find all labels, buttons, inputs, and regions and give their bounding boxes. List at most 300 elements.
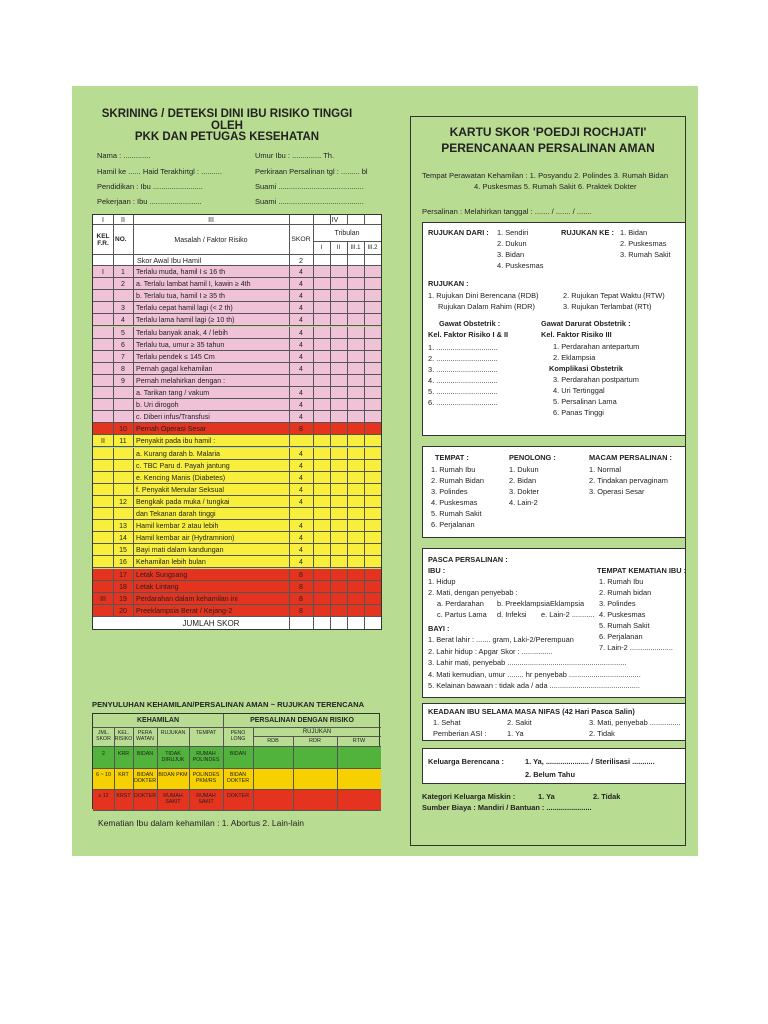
grid-line — [330, 484, 331, 496]
grid-line — [364, 314, 365, 326]
gawat-label: Gawat Obstetrik : — [439, 319, 501, 328]
grid-line — [347, 532, 348, 544]
grid-line — [313, 363, 314, 375]
row-skor: 4 — [299, 269, 303, 276]
persalinan-label: PERSALINAN DENGAN RISIKO — [250, 717, 354, 724]
grid-line — [330, 472, 331, 484]
grid-line — [330, 266, 331, 278]
ko-6: 6. Panas Tinggi — [553, 408, 604, 417]
kematian-line: Kematian Ibu dalam kehamilan : 1. Abortus 2. Lain-lain — [98, 818, 305, 828]
grid-line — [330, 399, 331, 411]
grid-line — [364, 363, 365, 375]
table-row — [93, 339, 381, 351]
row-skor: 8 — [299, 583, 303, 591]
row-no: 11 — [119, 438, 127, 446]
gawat-darurat-label: Gawat Darurat Obstetrik : — [541, 319, 631, 328]
roman-0: I — [102, 217, 104, 224]
grid-line — [347, 423, 348, 435]
field-pendidikan-suami: Suami ......................................... — [255, 182, 364, 191]
grid-line — [133, 375, 134, 387]
row-text: Terlalu banyak anak, 4 / lebih — [136, 328, 228, 337]
row-text: Pernah gagal kehamilan — [136, 364, 213, 373]
sebab-a: a. Perdarahan — [437, 599, 484, 608]
row-skor: 4 — [299, 281, 303, 289]
grid-line — [347, 569, 348, 581]
grid-line — [364, 508, 365, 520]
row-text: b. Terlalu tua, hamil I ≥ 35 th — [136, 292, 225, 301]
grid-line — [313, 508, 314, 520]
grid-line — [313, 387, 314, 399]
kel12-label: Kel. Faktor Risiko I & II — [428, 330, 509, 339]
tempat-perawatan-2: 4. Puskesmas 5. Rumah Sakit 6. Praktek Dokter — [474, 182, 637, 191]
grid-line — [313, 327, 314, 339]
row-no: 12 — [119, 498, 127, 506]
table-row — [93, 290, 381, 302]
pk-cell: RUMAH POLINDES — [192, 751, 220, 764]
grid-line — [133, 363, 134, 375]
macam-label: MACAM PERSALINAN : — [589, 453, 672, 462]
grid-line — [313, 460, 314, 472]
grid-line — [313, 266, 314, 278]
grid-line — [133, 605, 134, 617]
table-row — [93, 569, 381, 581]
pk-rujukan-2: RTW — [352, 738, 366, 744]
row-text: f. Penyakit Menular Seksual — [136, 485, 224, 494]
row-text: Hamil kembar air (Hydramnion) — [136, 534, 235, 543]
nifas-sehat: 1. Sehat — [433, 718, 461, 727]
row-text: Terlalu lama hamil lagi (≥ 10 th) — [136, 316, 235, 325]
sebab-d: d. Infeksi — [497, 610, 527, 619]
pk-cell: 2 — [102, 751, 105, 757]
row-text: Terlalu cepat hamil lagi (< 2 th) — [136, 304, 233, 313]
grid-line — [313, 435, 314, 447]
grid-line — [113, 508, 114, 520]
sebab-e: e. Lain-2 ........... — [541, 610, 595, 619]
tk-item-4: 4. Puskesmas — [599, 610, 646, 619]
row-text: Bengkak pada muka / tungkai — [136, 497, 230, 506]
gd-1: 1. Perdarahan antepartum — [553, 342, 640, 351]
row-text: dan Tekanan darah tinggi — [136, 510, 216, 518]
score-card — [72, 86, 698, 856]
row-no: 9 — [121, 377, 125, 385]
grid-line — [313, 544, 314, 556]
grid-line — [289, 375, 290, 387]
skor-awal-text: Skor Awal Ibu Hamil — [137, 256, 202, 265]
kb-2: 2. Belum Tahu — [525, 770, 575, 779]
pk-col-0: JML. SKOR — [96, 730, 111, 742]
dari-4: 4. Puskesmas — [497, 261, 544, 270]
table-row — [93, 435, 381, 447]
row-skor: 4 — [299, 341, 303, 349]
grid-line — [133, 290, 134, 302]
row-skor: 8 — [299, 595, 303, 603]
grid-line — [253, 736, 381, 737]
row-kel: II — [101, 438, 105, 446]
header-row — [93, 225, 381, 255]
grid-line — [364, 605, 365, 617]
grid-line — [364, 496, 365, 508]
grid-line — [330, 423, 331, 435]
grid-line — [364, 593, 365, 605]
nifas-box — [422, 703, 686, 741]
grid-line — [347, 496, 348, 508]
table-row — [93, 314, 381, 326]
pk-col-5: PENO LONG — [230, 730, 246, 742]
grid-line — [313, 520, 314, 532]
macam-item-2: 2. Tindakan pervaginam — [589, 476, 668, 485]
grid-line — [313, 290, 314, 302]
delivery-box — [422, 446, 686, 538]
field-nama: Nama : ............. — [97, 151, 151, 160]
grid-line — [330, 290, 331, 302]
row-no: 5 — [121, 329, 125, 337]
triwulan-label: Tribulan — [334, 230, 360, 237]
referral-box — [422, 222, 686, 436]
row-no: 10 — [119, 426, 127, 434]
grid-line — [113, 255, 114, 266]
row-skor: 4 — [299, 305, 303, 313]
tempat-item-2: 2. Rumah Bidan — [431, 476, 484, 485]
tk-item-7: 7. Lain-2 ..................... — [599, 643, 673, 652]
grid-line — [313, 569, 314, 581]
tk-item-1: 1. Rumah Ibu — [599, 577, 644, 586]
grid-line — [330, 363, 331, 375]
grid-line — [364, 327, 365, 339]
gawat-line-5: 5. .............................. — [428, 387, 498, 396]
asi-ya: 1. Ya — [507, 729, 524, 738]
tk-item-2: 2. Rumah bidan — [599, 588, 652, 597]
tempat-item-6: 6. Perjalanan — [431, 520, 475, 529]
grid-line — [364, 255, 365, 266]
sebab-c: c. Partus Lama — [437, 610, 487, 619]
grid-line — [330, 460, 331, 472]
row-text: Hamil kembar 2 atau lebih — [136, 522, 219, 531]
grid-line — [93, 768, 381, 769]
row-no: 6 — [121, 341, 125, 349]
row-text: Pernah melahirkan dengan : — [136, 376, 226, 385]
grid-line — [133, 327, 134, 339]
kategori-label: Kategori Keluarga Miskin : — [422, 792, 516, 801]
grid-line — [364, 411, 365, 423]
table-row — [93, 532, 381, 544]
table-row — [93, 556, 381, 568]
grid-line — [330, 508, 331, 520]
grid-line — [347, 255, 348, 266]
field-umur: Umur Ibu : .............. Th. — [255, 151, 335, 160]
tw-0: I — [320, 245, 323, 251]
grid-line — [330, 520, 331, 532]
row-skor: 4 — [299, 474, 303, 482]
grid-line — [133, 472, 134, 484]
grid-line — [93, 746, 381, 747]
left-title-3: PKK DAN PETUGAS KESEHATAN — [134, 131, 320, 143]
kb-label: Keluarga Berencana : — [428, 757, 504, 766]
grid-line — [337, 736, 338, 810]
grid-line — [364, 290, 365, 302]
grid-line — [347, 278, 348, 290]
grid-line — [113, 460, 114, 472]
grid-line — [330, 532, 331, 544]
row-skor: 8 — [299, 607, 303, 615]
grid-line — [313, 411, 314, 423]
grid-line — [330, 339, 331, 351]
grid-line — [133, 460, 134, 472]
grid-line — [113, 387, 114, 399]
grid-line — [364, 460, 365, 472]
grid-line — [347, 508, 348, 520]
grid-line — [313, 484, 314, 496]
row-text: Bayi mati dalam kandungan — [136, 546, 224, 555]
row-skor: 4 — [299, 450, 303, 458]
grid-line — [313, 448, 314, 460]
table-row — [93, 520, 381, 532]
jumlah-label: JUMLAH SKOR — [182, 618, 240, 628]
persalinan-tanggal: Persalinan : Melahirkan tanggal : ....... / ....... / ....... — [422, 207, 592, 216]
grid-line — [347, 617, 348, 629]
grid-line — [364, 375, 365, 387]
rujukan-dari-label: RUJUKAN DARI : — [428, 228, 489, 237]
macam-item-3: 3. Operasi Sesar — [589, 487, 645, 496]
sumber-biaya: Sumber Biaya : Mandiri / Bantuan : ...................... — [422, 803, 592, 812]
gawat-line-3: 3. .............................. — [428, 365, 498, 374]
grid-line — [347, 375, 348, 387]
row-skor: 4 — [299, 523, 303, 531]
grid-line — [313, 605, 314, 617]
kel-fr-label: KEL F.R. — [96, 233, 110, 248]
row-skor: 4 — [299, 402, 303, 410]
row-no: 2 — [121, 281, 125, 289]
grid-line — [113, 399, 114, 411]
row-skor: 4 — [299, 486, 303, 494]
tempat-label: TEMPAT : — [435, 453, 469, 462]
grid-line — [347, 435, 348, 447]
grid-line — [330, 387, 331, 399]
grid-line — [133, 508, 134, 520]
grid-line — [93, 727, 381, 728]
tk-item-6: 6. Perjalanan — [599, 632, 643, 641]
grid-line — [289, 508, 290, 520]
gawat-line-2: 2. .............................. — [428, 354, 498, 363]
ke-2: 2. Puskesmas — [620, 239, 667, 248]
bayi-item-4: 4. Mati kemudian, umur ........ hr penyebab ................................... — [428, 669, 641, 679]
pk-cell: DOKTER — [133, 793, 157, 799]
grid-line — [364, 544, 365, 556]
penyuluhan-title: PENYULUHAN KEHAMILAN/PERSALINAN AMAN ~ RUJUKAN TERENCANA — [92, 700, 365, 709]
grid-line — [364, 423, 365, 435]
row-skor: 4 — [299, 293, 303, 301]
grid-line — [330, 255, 331, 266]
field-perkiraan: Perkiraan Persalinan tgl : ......... bl — [255, 167, 368, 176]
grid-line — [133, 399, 134, 411]
grid-line — [347, 448, 348, 460]
grid-line — [133, 496, 134, 508]
grid-line — [133, 544, 134, 556]
pk-cell: BIDAN DOKTER — [133, 772, 157, 785]
pk-cell: 6 ~ 10 — [96, 772, 111, 778]
pk-cell: KRST — [116, 793, 131, 799]
grid-line — [364, 520, 365, 532]
table-row — [93, 266, 381, 278]
skor-awal-value: 2 — [299, 256, 303, 265]
row-skor: 4 — [299, 390, 303, 397]
penolong-label: PENOLONG : — [509, 453, 556, 462]
bayi-item-5: 5. Kelainan bawaan : tidak ada / ada ............................................ — [428, 681, 640, 690]
rujukan-2: 2. Rujukan Tepat Waktu (RTW) — [563, 291, 665, 300]
nifas-sakit: 2. Sakit — [507, 718, 532, 727]
tk-item-5: 5. Rumah Sakit — [599, 621, 650, 630]
grid-line — [133, 484, 134, 496]
row-text: c. TBC Paru d. Payah jantung — [136, 461, 230, 470]
table-row — [93, 460, 381, 472]
row-text: Penyakit pada ibu hamil : — [136, 437, 216, 446]
row-text: Perdarahan dalam kehamilan ini — [136, 594, 238, 603]
row-text: Pernah Operasi Sesar — [136, 425, 207, 434]
grid-line — [347, 544, 348, 556]
row-no: 13 — [119, 523, 127, 531]
ko-4: 4. Uri Tertinggal — [553, 386, 605, 395]
table-row — [93, 302, 381, 314]
bayi-item-2: 2. Lahir hidup : Apgar Skor : ............... — [428, 646, 553, 656]
row-no: 16 — [119, 559, 127, 567]
grid-line — [364, 556, 365, 568]
grid-line — [133, 520, 134, 532]
grid-line — [364, 266, 365, 278]
grid-line — [313, 339, 314, 351]
table-row — [93, 399, 381, 411]
grid-line — [364, 339, 365, 351]
grid-line — [330, 314, 331, 326]
roman-3: IV — [331, 217, 339, 224]
masalah-label: Masalah / Faktor Risiko — [174, 237, 248, 244]
grid-line — [133, 387, 134, 399]
grid-line — [330, 435, 331, 447]
grid-line — [313, 423, 314, 435]
row-text: Preeklampsia Berat / Kejang-2 — [136, 606, 233, 615]
gawat-line-4: 4. .............................. — [428, 376, 498, 385]
table-row — [93, 581, 381, 593]
pk-col-4: TEMPAT — [195, 730, 217, 736]
grid-line — [113, 225, 114, 255]
ibu-label: IBU : — [428, 566, 446, 575]
tw-1: II — [336, 245, 341, 251]
ke-3: 3. Rumah Sakit — [620, 250, 671, 259]
grid-line — [347, 399, 348, 411]
grid-line — [347, 411, 348, 423]
penolong-item-2: 2. Bidan — [509, 476, 537, 485]
grid-line — [133, 278, 134, 290]
row-no: 17 — [119, 571, 127, 579]
grid-line — [364, 472, 365, 484]
field-pekerjaan-suami: Suami ......................................... — [255, 197, 364, 206]
grid-line — [133, 581, 134, 593]
grid-line — [133, 351, 134, 363]
grid-line — [364, 448, 365, 460]
table-row — [93, 423, 381, 435]
grid-line — [364, 569, 365, 581]
table-row — [93, 351, 381, 363]
row-no: 7 — [121, 353, 125, 361]
grid-line — [133, 266, 134, 278]
row-text: a. Kurang darah b. Malaria — [136, 449, 220, 458]
row-text: Letak Lintang — [136, 582, 179, 591]
grid-line — [313, 496, 314, 508]
row-no: 15 — [119, 547, 127, 555]
table-row — [93, 508, 381, 520]
grid-line — [313, 399, 314, 411]
macam-item-1: 1. Normal — [589, 465, 622, 474]
grid-line — [113, 290, 114, 302]
pk-cell: BIDAN — [136, 751, 154, 757]
pk-cell: BIDAN PKM — [158, 772, 188, 778]
tw-3: III.2 — [367, 245, 378, 251]
pk-col-1: KEL. RISIKO — [114, 730, 133, 742]
grid-line — [330, 617, 331, 629]
grid-line — [313, 375, 314, 387]
pasca-label: PASCA PERSALINAN : — [428, 555, 508, 564]
table-row — [93, 387, 381, 399]
ko-3: 3. Perdarahan postpartum — [553, 375, 639, 384]
field-pendidikan: Pendidikan : Ibu ........................ — [97, 182, 203, 191]
grid-line — [113, 448, 114, 460]
grid-line — [313, 255, 314, 266]
field-hamil: Hamil ke ...... Haid Terakhirtgl : .......... — [97, 167, 222, 176]
table-row — [93, 375, 381, 387]
grid-line — [313, 532, 314, 544]
grid-line — [330, 569, 331, 581]
table-row — [93, 544, 381, 556]
table-row — [93, 327, 381, 339]
row-text: Kehamilan lebih bulan — [136, 558, 206, 567]
grid-line — [133, 411, 134, 423]
tw-2: III.1 — [350, 245, 361, 251]
kategori-tidak: 2. Tidak — [593, 792, 621, 801]
grid-line — [313, 593, 314, 605]
grid-line — [330, 605, 331, 617]
ibu-mati: 2. Mati, dengan penyebab : — [428, 588, 518, 597]
tempat-item-3: 3. Polindes — [431, 487, 468, 496]
pk-rujukan-1: RDR — [309, 738, 321, 744]
grid-line — [330, 581, 331, 593]
gd-2: 2. Eklampsia — [553, 353, 596, 362]
row-skor: 4 — [299, 559, 303, 567]
pk-cell: RUMAH SAKIT — [163, 793, 183, 806]
bayi-item-1: 1. Berat lahir : ....... gram, Laki-2/Perempuan — [428, 635, 574, 644]
pk-cell: RUMAH SAKIT — [196, 793, 216, 806]
table-row — [93, 605, 381, 617]
pk-cell: KRT — [118, 772, 129, 778]
grid-line — [364, 581, 365, 593]
left-title-1: SKRINING / DETEKSI DINI IBU RISIKO TINGGI — [101, 108, 353, 120]
rujukan-1b: Rujukan Dalam Rahim (RDR) — [438, 302, 535, 311]
grid-line — [364, 435, 365, 447]
row-kel: III — [100, 595, 106, 603]
row-text: c. Diberi infus/Transfusi — [136, 413, 210, 422]
penolong-item-1: 1. Dukun — [509, 465, 539, 474]
grid-line — [113, 472, 114, 484]
nifas-title: KEADAAN IBU SELAMA MASA NIFAS (42 Hari Pasca Salin) — [428, 707, 635, 716]
grid-line — [364, 399, 365, 411]
grid-line — [347, 484, 348, 496]
row-skor: 4 — [299, 353, 303, 361]
grid-line — [313, 302, 314, 314]
grid-line — [347, 387, 348, 399]
row-text: Terlalu muda, hamil I ≤ 16 th — [136, 268, 226, 276]
gawat-line-1: 1. .............................. — [428, 343, 498, 352]
pk-cell: ≥ 12 — [98, 793, 109, 799]
grid-line — [330, 496, 331, 508]
row-no: 20 — [119, 607, 127, 615]
row-no: 18 — [119, 583, 127, 591]
